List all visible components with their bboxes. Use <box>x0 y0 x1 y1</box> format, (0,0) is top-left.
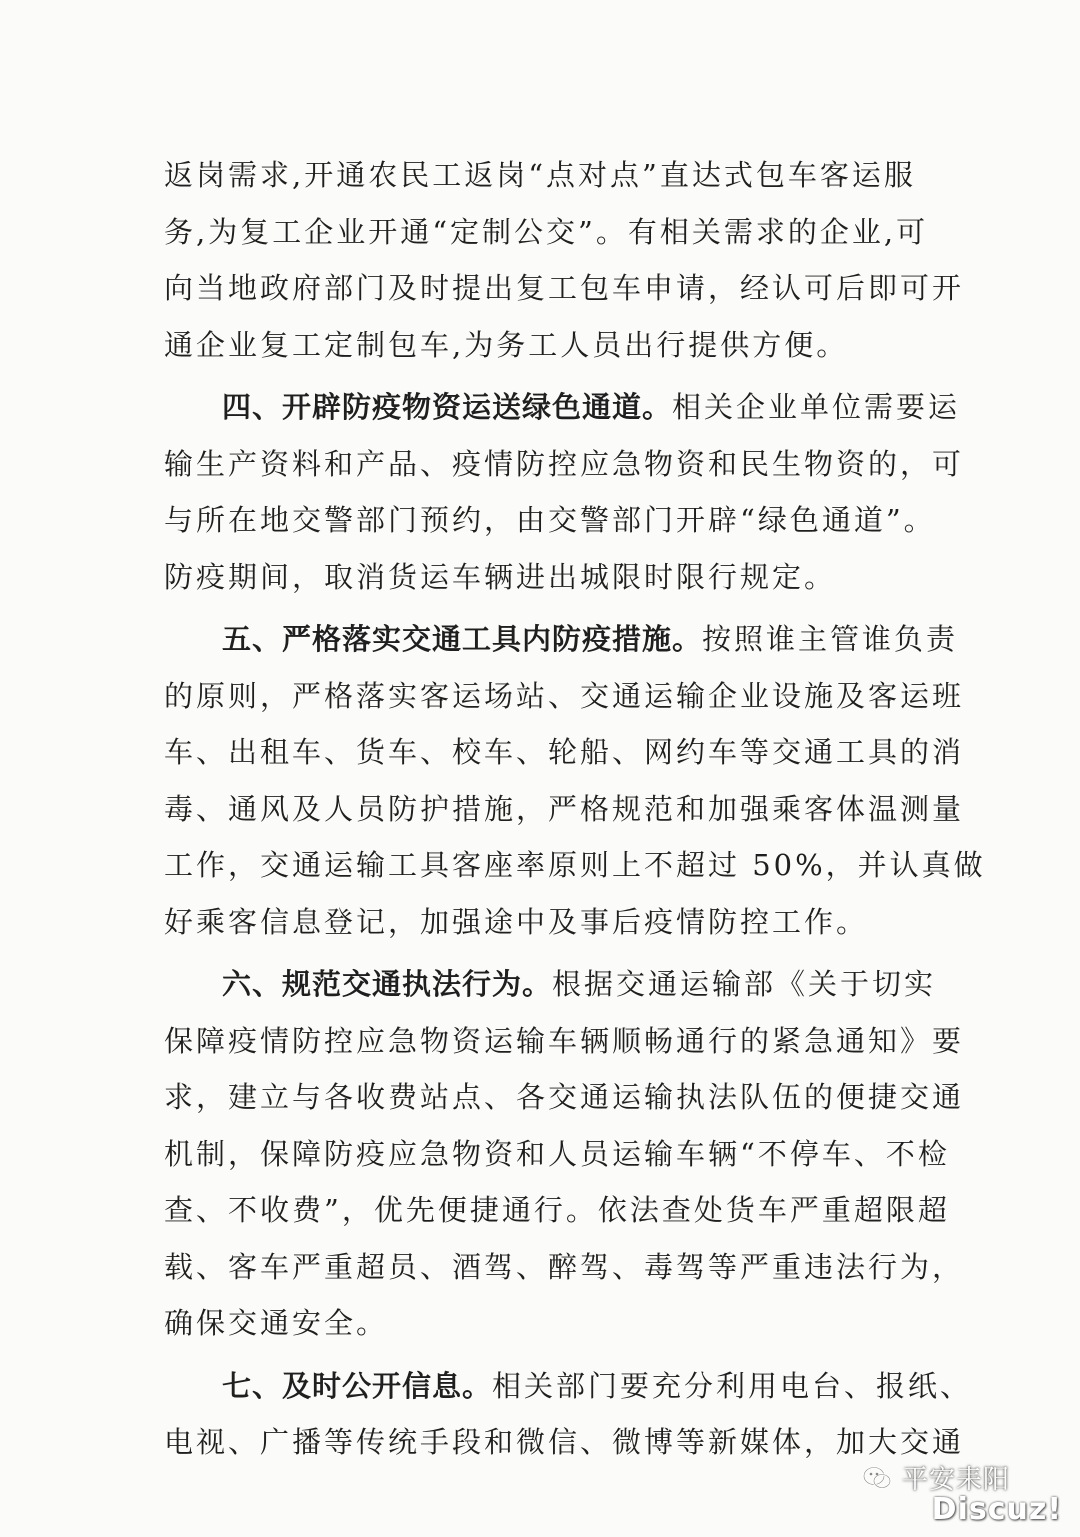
text-line: 与所在地交警部门预约，由交警部门开辟“绿色通道”。 <box>164 503 936 537</box>
text-line: 防疫期间，取消货运车辆进出城限时限行规定。 <box>164 559 837 594</box>
text-line: 查、不收费”，优先便捷通行。依法查处货车严重超限超 <box>164 1193 950 1227</box>
text-line: 机制，保障防疫应急物资和人员运输车辆“不停车、不检 <box>164 1136 950 1171</box>
section-heading: 四、开辟防疫物资运送绿色通道。 <box>222 390 673 424</box>
text-run: 根据交通运输部《关于切实 <box>552 967 937 1001</box>
text-line: 向当地政府部门及时提出复工包车申请，经认可后即可开 <box>164 271 965 305</box>
document-body <box>164 147 986 1471</box>
paragraph-section-7 <box>164 1358 973 1471</box>
paragraph-section-4 <box>164 379 965 605</box>
text-line: 通企业复工定制包车,为务工人员出行提供方便。 <box>164 327 849 362</box>
text-line: 电视、广播等传统手段和微信、微博等新媒体，加大交通 <box>164 1425 965 1459</box>
section-heading: 七、及时公开信息。 <box>222 1368 493 1403</box>
text-line: 载、客车严重超员、酒驾、醉驾、毒驾等严重违法行为， <box>164 1249 965 1284</box>
text-line: 确保交通安全。 <box>164 1306 389 1340</box>
text-run: 相关企业单位需要运 <box>672 390 961 424</box>
watermark-account-name: 平安耒阳 <box>902 1465 1011 1495</box>
watermark <box>862 1457 1062 1527</box>
text-line: 务,为复工企业开通“定制公交”。有相关需求的企业,可 <box>164 214 929 249</box>
paragraph-section-5 <box>164 611 986 950</box>
section-heading: 六、规范交通执法行为。 <box>222 967 553 1001</box>
text-run: 相关部门要充分利用电台、报纸、 <box>492 1368 973 1403</box>
text-line: 求，建立与各收费站点、各交通运输执法队伍的便捷交通 <box>164 1080 965 1114</box>
text-line: 毒、通风及人员防护措施，严格规范和加强乘客体温测量 <box>164 791 965 826</box>
text-line <box>164 956 937 1013</box>
text-run: 按照谁主管谁负责 <box>702 622 959 656</box>
text-line <box>164 379 961 436</box>
text-line: 保障疫情防控应急物资运输车辆顺畅通行的紧急通知》要 <box>164 1023 965 1058</box>
text-line <box>164 1358 973 1415</box>
text-line <box>164 611 959 668</box>
text-line: 好乘客信息登记，加强途中及事后疫情防控工作。 <box>164 904 869 939</box>
text-line: 车、出租车、货车、校车、轮船、网约车等交通工具的消 <box>164 735 965 769</box>
wechat-icon <box>862 1465 892 1491</box>
watermark-brand: Discuz! <box>931 1492 1062 1527</box>
text-line: 的原则，严格落实客运场站、交通运输企业设施及客运班 <box>164 678 965 713</box>
text-line: 输生产资料和产品、疫情防控应急物资和民生物资的，可 <box>164 446 965 481</box>
section-heading: 五、严格落实交通工具内防疫措施。 <box>222 622 703 656</box>
paragraph-continuation <box>164 147 965 373</box>
text-line: 工作，交通运输工具客座率原则上不超过 50%，并认真做 <box>164 848 986 882</box>
text-line: 返岗需求,开通农民工返岗“点对点”直达式包车客运服 <box>164 158 916 192</box>
paragraph-section-6 <box>164 956 965 1352</box>
